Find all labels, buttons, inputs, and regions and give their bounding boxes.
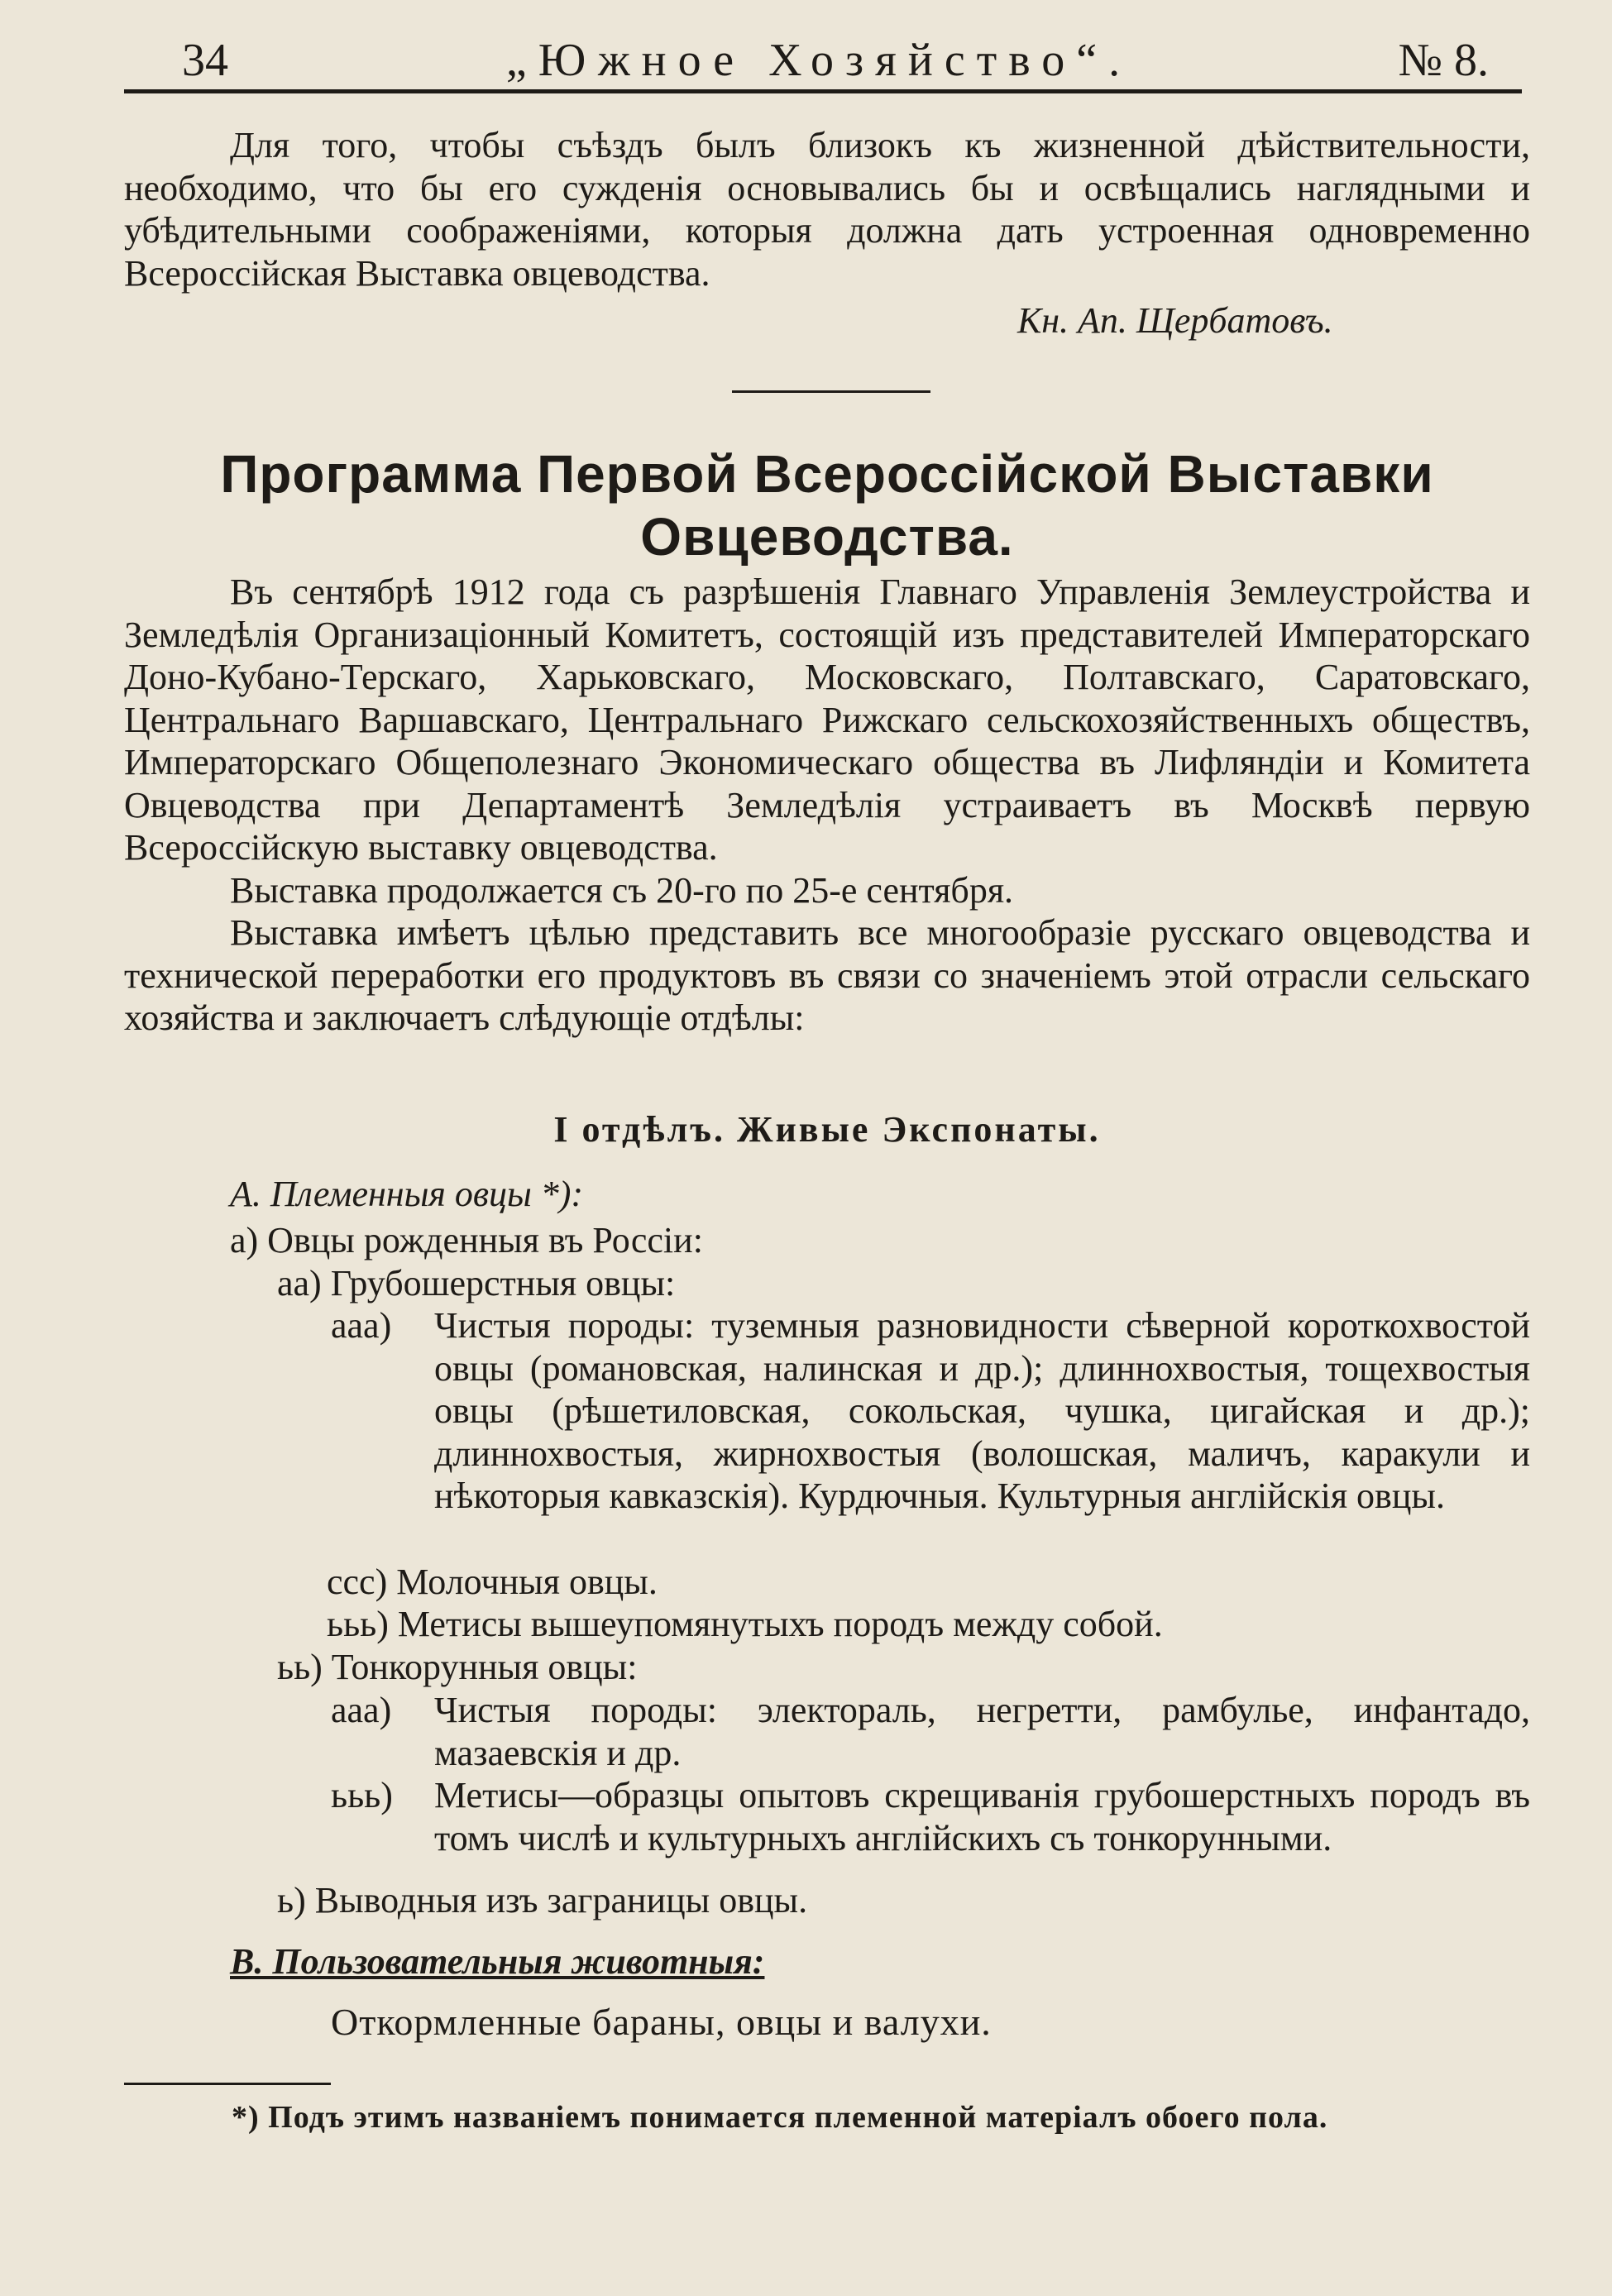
body-paragraph-3: Выставка имѣетъ цѣлью представить все многообразіе русскаго овцеводства и технической переработки его продуктовъ въ связи со значеніемъ этой отрасли сельскаго хозяйства и заключаетъ слѣдующіе отдѣлы: [124, 912, 1530, 1038]
intro-paragraph: Для того, чтобы съѣздъ былъ близокъ къ жизненной дѣйствительности, необходимо, что бы его сужденія основывались бы и освѣщались наглядными и убѣдительными соображеніями, которыя должна дать устроенная одновременно Всероссійская Выставка овцеводства. [124, 125, 1530, 294]
list-item-aa: аа) Грубошерстныя овцы: [277, 1263, 676, 1303]
section-divider [732, 390, 930, 393]
list-label-aaa-2: ааа) [331, 1690, 392, 1730]
intro-block [124, 124, 1530, 294]
list-item-bb: ьь) Тонкорунныя овцы: [277, 1647, 638, 1687]
list-label-aaa: ааа) [331, 1305, 392, 1346]
issue-number: № 8. [1398, 35, 1489, 86]
article-heading: Программа Первой Всероссійской Выставки Овцеводства. [220, 444, 1434, 567]
list-item-bbb: ььь) Метисы вышеупомянутыхъ породъ между собой. [327, 1604, 1163, 1644]
list-item-b: ь) Выводныя изъ заграницы овцы. [277, 1880, 808, 1921]
signature: Кн. Ап. Щербатовъ. [1017, 300, 1333, 341]
subsection-b-title: В. Пользовательныя животныя: [230, 1941, 765, 1982]
footnote-rule [124, 2083, 331, 2085]
list-item-ccc: ссс) Молочныя овцы. [327, 1562, 658, 1602]
subsection-a-title: А. Племенныя овцы *): [230, 1174, 584, 1214]
list-item-aaa-text: Чистыя породы: туземныя разновидности сѣверной короткохвостой овцы (романовская, налинская и др.); длиннохвостыя, тощехвостыя овцы (рѣшетиловская, сокольская, чушка, цигайская и др.); длиннохвостыя, жирнохвостыя (волошская, маличъ, каракули и нѣкоторыя кавказскія). Курдючныя. Культурныя англійскія овцы. [434, 1305, 1530, 1516]
list-item-a: а) Овцы рожденныя въ Россіи: [230, 1220, 703, 1260]
body-paragraph-2: Выставка продолжается съ 20-го по 25-е сентября. [230, 869, 1014, 911]
body-paragraph-1: Въ сентябрѣ 1912 года съ разрѣшенія Главнаго Управленія Землеустройства и Земледѣлія Организаціонный Комитетъ, состоящій изъ представителей Императорскаго Доно-Кубано-Терскаго, Харьковскаго, Московскаго, Полтавскаго, Саратовскаго, Центральнаго Варшавскаго, Центральнаго Рижскаго сельскохозяйственныхъ обществъ, Императорскаго Общеполезнаго Экономическаго общества въ Лифляндіи и Комитета Овцеводства при Департаментѣ Земледѣлія устраиваетъ въ Москвѣ первую Всероссійскую выставку овцеводства. [124, 572, 1530, 868]
fed-animals-line: Откормленные бараны, овцы и валухи. [331, 2001, 992, 2043]
footnote: *) Подъ этимъ названіемъ понимается племенной матеріалъ обоего пола. [232, 2100, 1328, 2135]
header-rule [124, 89, 1522, 93]
running-head [124, 31, 1514, 89]
body-block [124, 571, 1530, 1040]
journal-title: „Южное Хозяйство“. [505, 35, 1132, 86]
list-item-bbb-2-text: Метисы—образцы опытовъ скрещиванія грубошерстныхъ породъ въ томъ числѣ и культурныхъ англійскихъ съ тонкорунными. [434, 1775, 1530, 1858]
list-item-aaa-2-text: Чистыя породы: электораль, негретти, рамбулье, инфантадо, мазаевскія и др. [434, 1690, 1530, 1773]
page-number: 34 [182, 35, 228, 86]
section-title: I отдѣлъ. Живые Экспонаты. [553, 1109, 1101, 1150]
list-label-bbb-2: ььь) [331, 1775, 393, 1815]
